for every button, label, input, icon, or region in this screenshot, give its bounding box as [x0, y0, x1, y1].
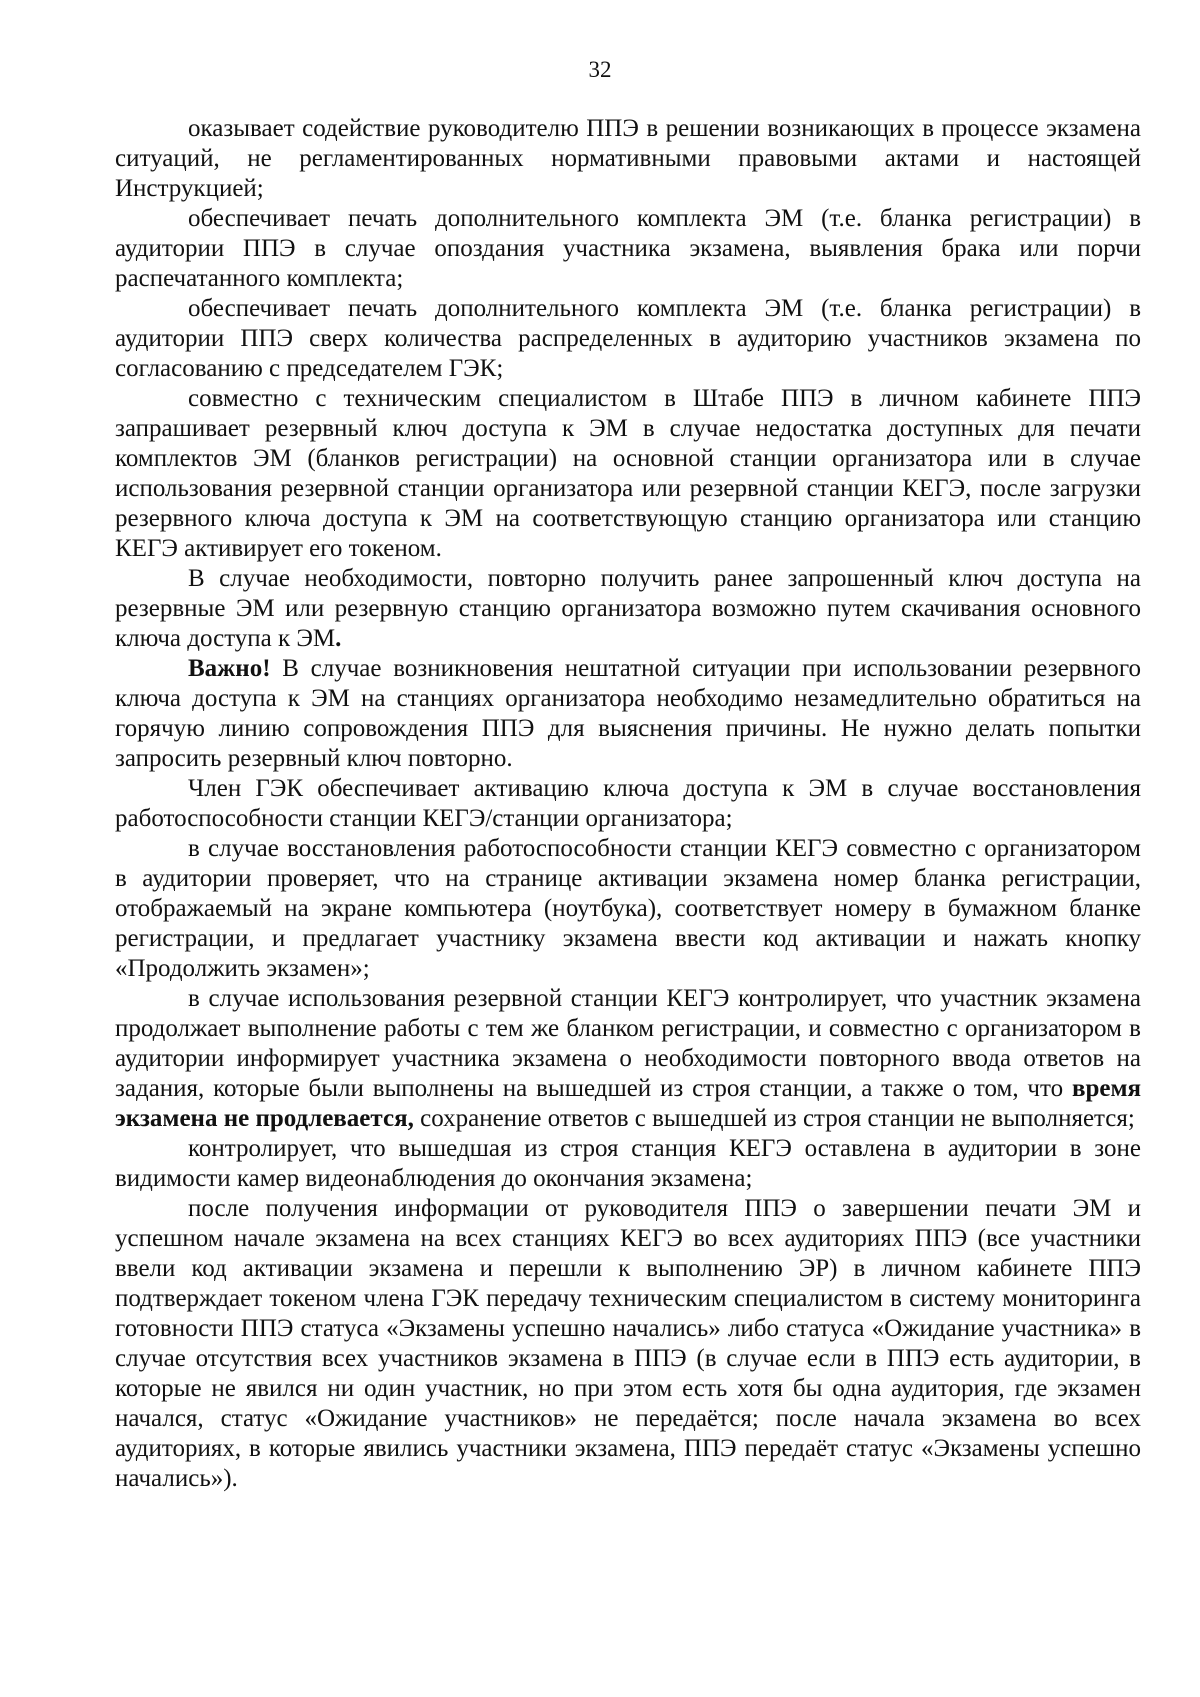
paragraph-reserve-key: совместно с техническим специалистом в Штабе ППЭ в личном кабинете ППЭ запрашивает резервный ключ доступа к ЭМ в случае недостатка доступных для печати комплектов ЭМ (бланков регистрации) на основной станции организатора или в случае использования резервной станции организатора или резервной станции КЕГЭ, после загрузки резервного ключа доступа к ЭМ на соответствующую станцию организатора или станцию КЕГЭ активирует его токеном. [115, 385, 1141, 562]
page-number: 32 [588, 57, 612, 82]
paragraph-print-extra: обеспечивает печать дополнительного комплекта ЭМ (т.е. бланка регистрации) в аудитории ППЭ сверх количества распределенных в аудиторию участников экзамена по согласованию с председателем ГЭК; [115, 295, 1141, 382]
paragraph-restore-station: в случае восстановления работоспособности станции КЕГЭ совместно с организатором в аудитории проверяет, что на странице активации экзамена номер бланка регистрации, отображаемый на экране компьютера (ноутбука), соответствует номеру в бумажном бланке регистрации, и предлагает участнику экзамена ввести код активации и нажать кнопку «Продолжить экзамен»; [115, 835, 1141, 982]
reserve-station-bold: время экзамена не продлевается, [115, 1075, 1141, 1132]
paragraph-gek-activation: Член ГЭК обеспечивает активацию ключа доступа к ЭМ в случае восстановления работоспособности станции КЕГЭ/станции организатора; [115, 775, 1141, 832]
paragraph-print-late: обеспечивает печать дополнительного комплекта ЭМ (т.е. бланка регистрации) в аудитории ППЭ в случае опоздания участника экзамена, выявления брака или порчи распечатанного комплекта; [115, 205, 1141, 292]
paragraph-repeat-key-bold-dot: . [335, 625, 342, 652]
reserve-station-text-before: в случае использования резервной станции КЕГЭ контролирует, что участник экзамена продолжает выполнение работы с тем же бланком регистрации, и совместно с организатором в аудитории информирует участника экзамена о необходимости повторного ввода ответов на задания, которые были выполнены на вышедшей из строя станции, а также о том, что [115, 985, 1141, 1102]
paragraph-important [115, 654, 1141, 774]
paragraph-broken-station: контролирует, что вышедшая из строя станция КЕГЭ оставлена в аудитории в зоне видимости камер видеонаблюдения до окончания экзамена; [115, 1135, 1141, 1192]
document-body [115, 114, 1141, 1494]
paragraph-repeat-key-text: В случае необходимости, повторно получить ранее запрошенный ключ доступа на резервные ЭМ или резервную станцию организатора возможно путем скачивания основного ключа доступа к ЭМ [115, 565, 1141, 652]
reserve-station-text-after: сохранение ответов с вышедшей из строя станции не выполняется; [413, 1105, 1135, 1132]
paragraph-assist-head: оказывает содействие руководителю ППЭ в решении возникающих в процессе экзамена ситуаций, не регламентированных нормативными правовыми актами и настоящей Инструкцией; [115, 115, 1141, 202]
paragraph-status-confirm: после получения информации от руководителя ППЭ о завершении печати ЭМ и успешном начале экзамена на всех станциях КЕГЭ во всех аудиториях ППЭ (все участники ввели код активации экзамена и перешли к выполнению ЭР) в личном кабинете ППЭ подтверждает токеном члена ГЭК передачу техническим специалистом в систему мониторинга готовности ППЭ статуса «Экзамены успешно начались» либо статуса «Ожидание участника» в случае отсутствия всех участников экзамена в ППЭ (в случае если в ППЭ есть аудитории, в которые не явился ни один участник, но при этом есть хотя бы одна аудитория, где экзамен начался, статус «Ожидание участников» не передаётся; после начала экзамена во всех аудиториях, в которые явились участники экзамена, ППЭ передаёт статус «Экзамены успешно начались»). [115, 1195, 1141, 1492]
paragraph-reserve-station [115, 984, 1141, 1134]
paragraph-repeat-key [115, 564, 1141, 654]
important-text: В случае возникновения нештатной ситуации при использовании резервного ключа доступа к ЭМ на станциях организатора необходимо незамедлительно обратиться на горячую линию сопровождения ППЭ для выяснения причины. Не нужно делать попытки запросить резервный ключ повторно. [115, 655, 1141, 772]
important-label: Важно! [188, 655, 271, 682]
